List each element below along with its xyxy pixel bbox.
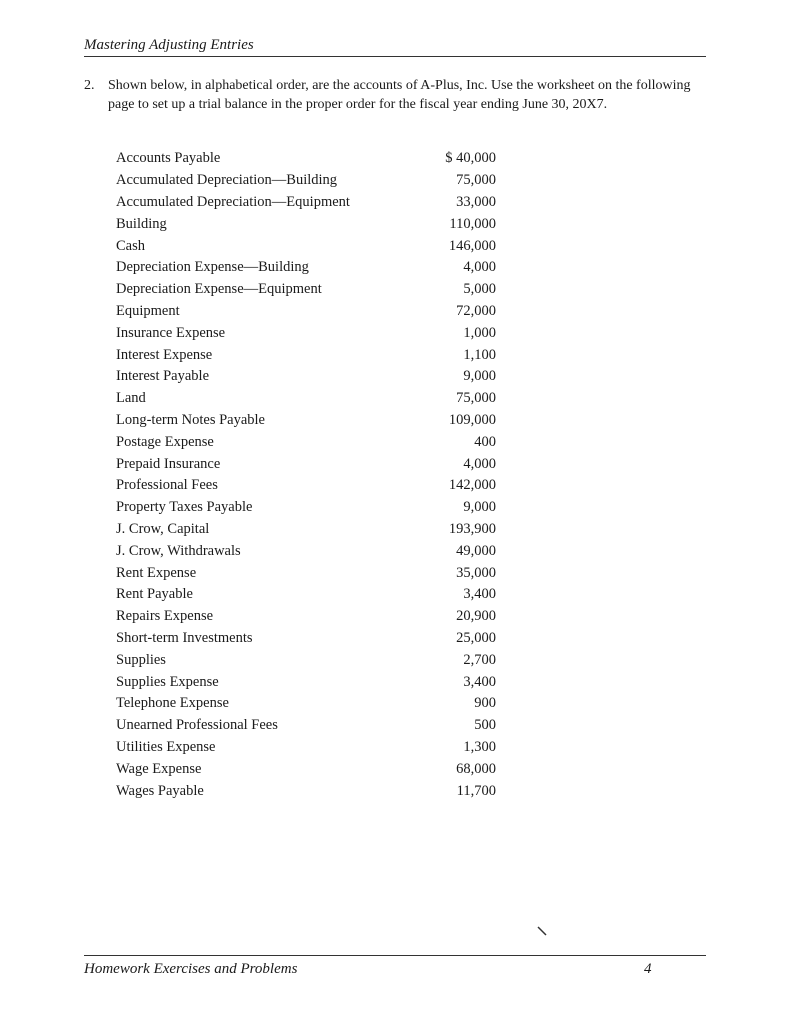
account-name: Property Taxes Payable bbox=[116, 499, 253, 516]
account-row bbox=[116, 279, 496, 301]
account-name: Wage Expense bbox=[116, 760, 202, 777]
account-row bbox=[116, 628, 496, 650]
account-row bbox=[116, 562, 496, 584]
account-amount: 25,000 bbox=[456, 629, 496, 646]
problem-statement bbox=[84, 77, 704, 114]
account-row bbox=[116, 257, 496, 279]
account-row bbox=[116, 475, 496, 497]
account-amount: 68,000 bbox=[456, 760, 496, 777]
account-name: Utilities Expense bbox=[116, 738, 216, 755]
account-name: Rent Expense bbox=[116, 564, 197, 581]
account-name: Wages Payable bbox=[116, 782, 204, 799]
account-amount: 49,000 bbox=[456, 542, 496, 559]
account-name: Cash bbox=[116, 237, 145, 254]
account-row bbox=[116, 431, 496, 453]
account-name: J. Crow, Withdrawals bbox=[116, 542, 241, 559]
account-name: Supplies bbox=[116, 651, 166, 668]
account-name: Rent Payable bbox=[116, 586, 193, 603]
account-row bbox=[116, 366, 496, 388]
account-name: Supplies Expense bbox=[116, 673, 219, 690]
account-amount: 11,700 bbox=[456, 782, 496, 799]
header-divider bbox=[84, 56, 706, 57]
account-amount: 110,000 bbox=[449, 215, 496, 232]
account-name: Postage Expense bbox=[116, 433, 214, 450]
account-amount: 142,000 bbox=[448, 477, 496, 494]
account-amount: 1,100 bbox=[463, 346, 496, 363]
account-row bbox=[116, 410, 496, 432]
account-row bbox=[116, 606, 496, 628]
account-name: Long-term Notes Payable bbox=[116, 411, 265, 428]
account-amount: 146,000 bbox=[448, 237, 496, 254]
account-amount: 500 bbox=[474, 717, 496, 734]
account-amount: 1,300 bbox=[463, 738, 496, 755]
account-amount: 75,000 bbox=[456, 172, 496, 189]
account-row bbox=[116, 737, 496, 759]
problem-text: Shown below, in alphabetical order, are the accounts of A-Plus, Inc. Use the worksheet on the following page to set up a trial balance in the proper order for the fiscal year ending June 30, 20X7. bbox=[108, 78, 691, 112]
account-name: Professional Fees bbox=[116, 477, 218, 494]
account-amount: 109,000 bbox=[448, 411, 496, 428]
account-row bbox=[116, 453, 496, 475]
account-row bbox=[116, 715, 496, 737]
account-row bbox=[116, 671, 496, 693]
account-amount: $ 40,000 bbox=[445, 150, 496, 167]
account-amount: 35,000 bbox=[456, 564, 496, 581]
account-name: Depreciation Expense—Equipment bbox=[116, 281, 322, 298]
account-row bbox=[116, 192, 496, 214]
page-number: 4 bbox=[644, 961, 652, 977]
account-name: Interest Expense bbox=[116, 346, 213, 363]
account-amount: 75,000 bbox=[456, 390, 496, 407]
account-amount: 72,000 bbox=[456, 302, 496, 319]
account-amount: 1,000 bbox=[463, 324, 496, 341]
account-amount: 9,000 bbox=[463, 368, 496, 385]
footer-title: Homework Exercises and Problems bbox=[84, 961, 298, 977]
account-name: Prepaid Insurance bbox=[116, 455, 221, 472]
account-name: Accounts Payable bbox=[116, 150, 221, 167]
account-name: Accumulated Depreciation—Building bbox=[116, 172, 338, 189]
account-row bbox=[116, 388, 496, 410]
pen-mark bbox=[536, 925, 548, 942]
account-row bbox=[116, 322, 496, 344]
account-name: J. Crow, Capital bbox=[116, 520, 210, 537]
account-name: Unearned Professional Fees bbox=[116, 717, 278, 734]
account-amount: 3,400 bbox=[463, 673, 496, 690]
account-amount: 3,400 bbox=[463, 586, 496, 603]
account-row bbox=[116, 758, 496, 780]
account-name: Equipment bbox=[116, 302, 180, 319]
account-row bbox=[116, 519, 496, 541]
account-name: Depreciation Expense—Building bbox=[116, 259, 309, 276]
account-row bbox=[116, 497, 496, 519]
account-row bbox=[116, 235, 496, 257]
header-title: Mastering Adjusting Entries bbox=[84, 37, 254, 53]
account-row bbox=[116, 649, 496, 671]
account-name: Interest Payable bbox=[116, 368, 210, 385]
footer-divider bbox=[84, 955, 706, 956]
account-amount: 20,900 bbox=[456, 608, 496, 625]
account-row bbox=[116, 584, 496, 606]
problem-number: 2. bbox=[84, 78, 95, 93]
account-amount: 900 bbox=[474, 695, 496, 712]
account-name: Short-term Investments bbox=[116, 629, 253, 646]
account-row bbox=[116, 540, 496, 562]
account-name: Repairs Expense bbox=[116, 608, 214, 625]
account-amount: 2,700 bbox=[463, 651, 496, 668]
account-row bbox=[116, 213, 496, 235]
account-amount: 4,000 bbox=[463, 259, 496, 276]
account-row bbox=[116, 693, 496, 715]
account-name: Insurance Expense bbox=[116, 324, 226, 341]
account-row bbox=[116, 301, 496, 323]
account-name: Telephone Expense bbox=[116, 695, 229, 712]
account-amount: 400 bbox=[474, 433, 496, 450]
account-amount: 33,000 bbox=[456, 193, 496, 210]
account-amount: 9,000 bbox=[463, 499, 496, 516]
account-amount: 5,000 bbox=[463, 281, 496, 298]
account-name: Building bbox=[116, 215, 167, 232]
account-name: Accumulated Depreciation—Equipment bbox=[116, 193, 350, 210]
account-amount: 4,000 bbox=[463, 455, 496, 472]
account-row bbox=[116, 148, 496, 170]
accounts-list bbox=[116, 148, 496, 802]
account-amount: 193,900 bbox=[448, 520, 496, 537]
account-row bbox=[116, 170, 496, 192]
account-name: Land bbox=[116, 390, 146, 407]
account-row bbox=[116, 780, 496, 802]
account-row bbox=[116, 344, 496, 366]
